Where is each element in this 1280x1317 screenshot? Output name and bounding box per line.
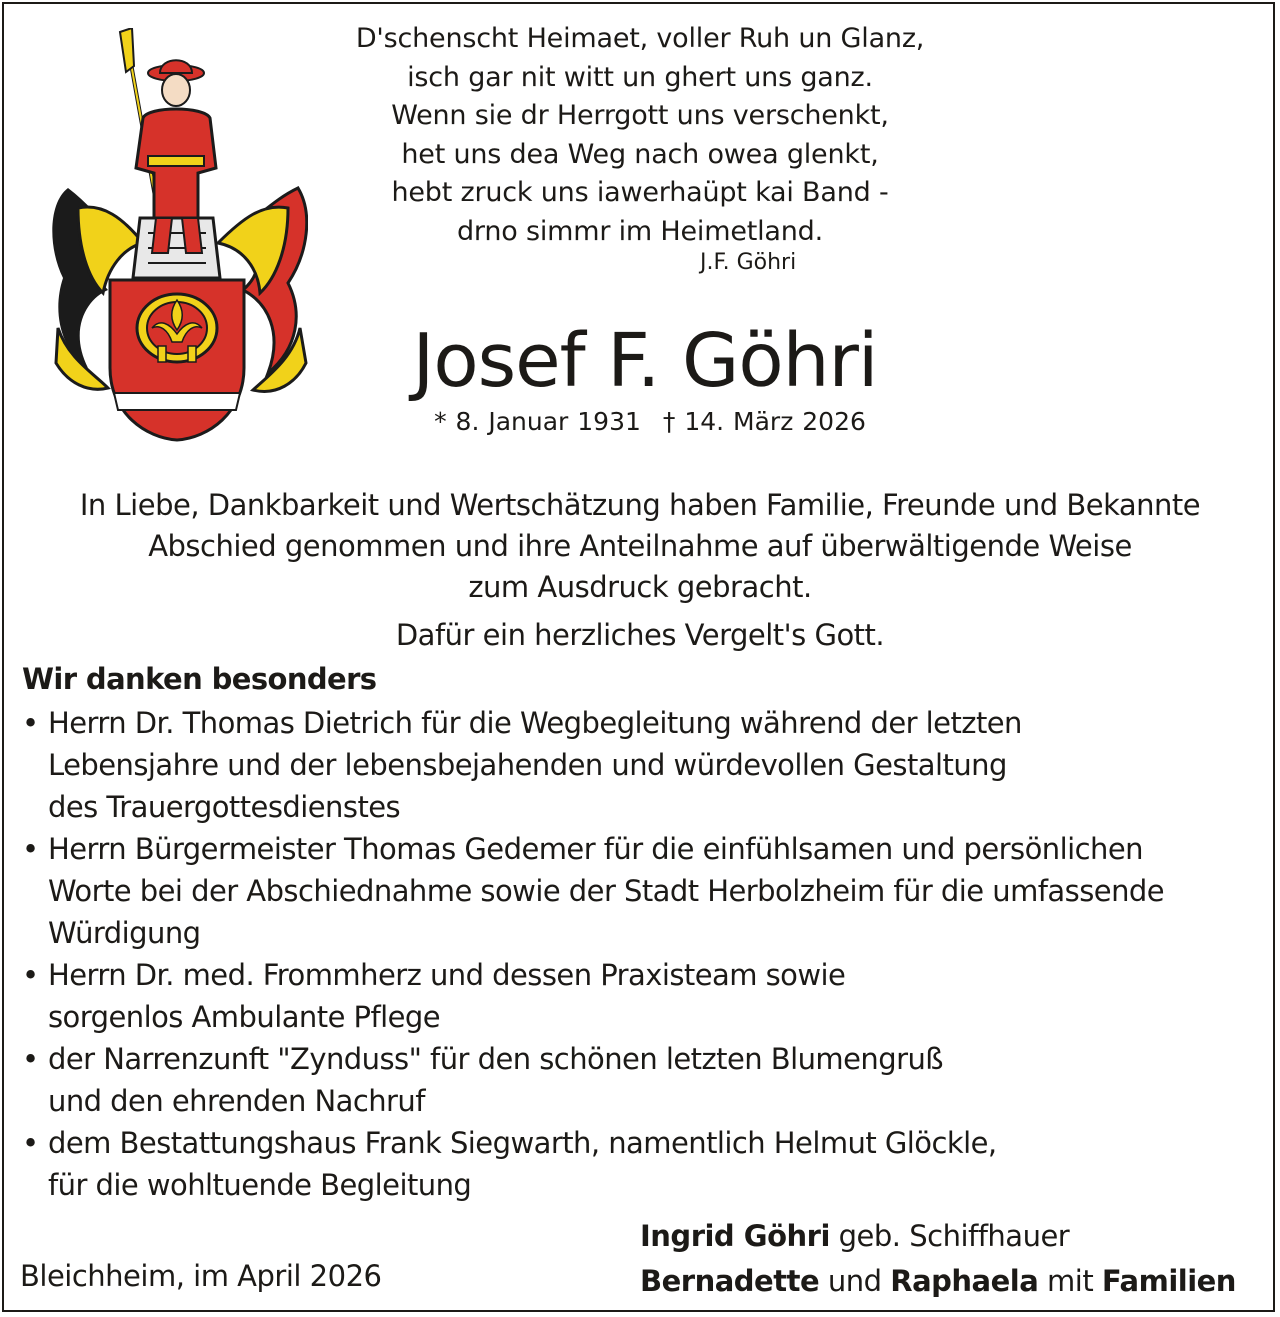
thanks-line: Abschied genommen und ihre Anteilnahme auf überwältigende Weise: [148, 529, 1132, 563]
bullet-icon: •: [22, 1126, 39, 1160]
list-item-line: Lebensjahre und der lebensbejahenden und würdevollen Gestaltung: [48, 748, 1007, 782]
list-item-line: Herrn Dr. Thomas Dietrich für die Wegbegleitung während der letzten: [48, 706, 1022, 740]
signatory-line-2: [640, 1259, 1236, 1304]
thanks-line: In Liebe, Dankbarkeit und Wertschätzung haben Familie, Freunde und Bekannte: [79, 488, 1201, 522]
list-item-line: Herrn Dr. med. Frommherz und dessen Praxisteam sowie: [48, 958, 846, 992]
list-item-line: des Trauergottesdienstes: [48, 790, 401, 824]
signatory-connector: mit: [1047, 1264, 1094, 1298]
signatory-suffix: geb. Schiffhauer: [838, 1219, 1070, 1253]
bullet-icon: •: [22, 958, 39, 992]
signatory-line-1: [640, 1214, 1236, 1259]
list-item: [22, 828, 1272, 954]
signatory-name: Bernadette: [640, 1264, 820, 1298]
bullet-icon: •: [22, 706, 39, 740]
list-item: [22, 954, 1272, 1038]
poem-line: hebt zruck uns iawerhaüpt kai Band -: [391, 177, 889, 208]
list-item-line: dem Bestattungshaus Frank Siegwarth, namentlich Helmut Glöckle,: [48, 1126, 997, 1160]
signatory-name: Raphaela: [890, 1264, 1039, 1298]
birth-date: * 8. Januar 1931: [434, 407, 641, 436]
special-thanks-heading: Wir danken besonders: [22, 662, 377, 696]
list-item: [22, 1038, 1272, 1122]
list-item-line: und den ehrenden Nachruf: [48, 1084, 425, 1118]
list-item: [22, 702, 1272, 828]
coat-of-arms-icon: [48, 28, 308, 448]
place-and-date: Bleichheim, im April 2026: [20, 1259, 382, 1293]
list-item-line: sorgenlos Ambulante Pflege: [48, 1000, 441, 1034]
vergelts-gott-line: Dafür ein herzliches Vergelt's Gott.: [395, 618, 885, 652]
signatories: [640, 1214, 1236, 1304]
signatory-name: Ingrid Göhri: [640, 1219, 830, 1253]
special-thanks-list: [22, 702, 1272, 1206]
death-date: † 14. März 2026: [662, 407, 866, 436]
list-item-line: für die wohltuende Begleitung: [48, 1168, 472, 1202]
bullet-icon: •: [22, 832, 39, 866]
poem-line: isch gar nit witt un ghert uns ganz.: [407, 61, 873, 93]
signatory-connector: und: [827, 1264, 882, 1298]
list-item-line: Würdigung: [48, 916, 201, 950]
poem-line: D'schenscht Heimaet, voller Ruh un Glanz,: [355, 23, 925, 54]
life-dates: [300, 407, 1000, 436]
poem-line: het uns dea Weg nach owea glenkt,: [401, 138, 879, 170]
poem: [330, 20, 950, 251]
poem-author: J.F. Göhri: [700, 250, 797, 275]
list-item-line: der Narrenzunft "Zynduss" für den schönen letzten Blumengruß: [48, 1042, 944, 1076]
list-item-line: Herrn Bürgermeister Thomas Gedemer für die einfühlsamen und persönlichen: [48, 832, 1143, 866]
poem-line: drno simmr im Heimetland.: [456, 215, 823, 247]
list-item-line: Worte bei der Abschiednahme sowie der Stadt Herbolzheim für die umfassende: [48, 874, 1165, 908]
deceased-name: Josef F. Göhri: [412, 318, 878, 404]
poem-line: Wenn sie dr Herrgott uns verschenkt,: [391, 100, 889, 131]
signatory-families: Familien: [1101, 1264, 1236, 1298]
thanks-paragraph: [20, 485, 1260, 608]
bullet-icon: •: [22, 1042, 39, 1076]
thanks-line: zum Ausdruck gebracht.: [468, 570, 812, 604]
list-item: [22, 1122, 1272, 1206]
